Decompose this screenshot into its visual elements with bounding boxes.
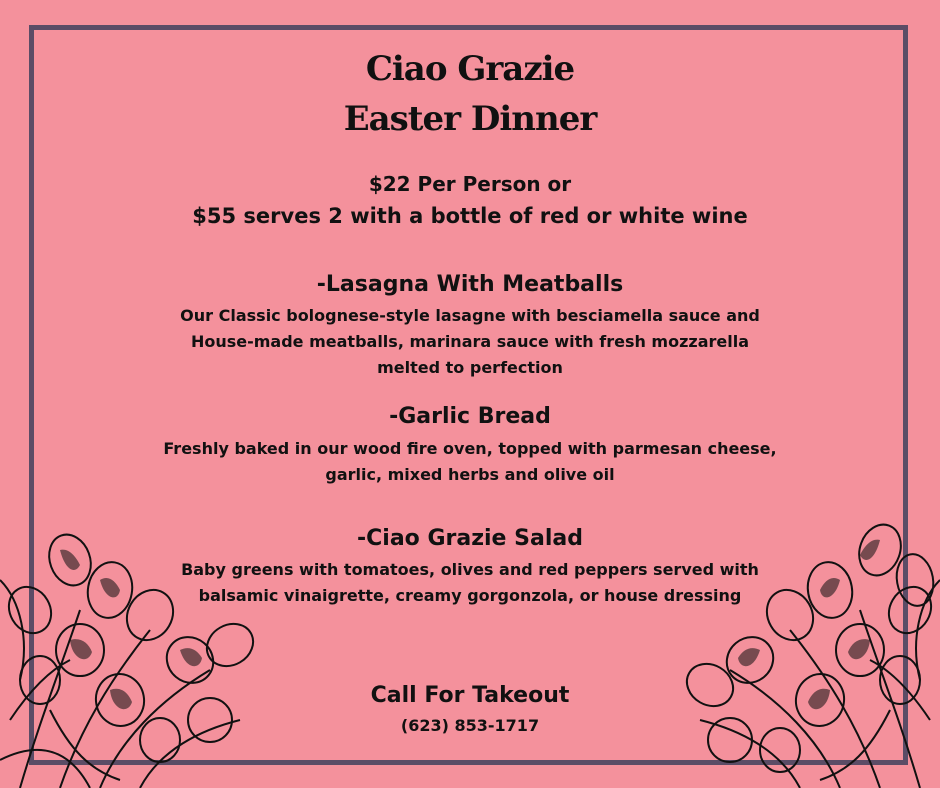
description-line: Freshly baked in our wood fire oven, topped with parmesan cheese, <box>163 439 777 458</box>
event-title: Easter Dinner <box>343 99 597 139</box>
restaurant-name: Ciao Grazie <box>365 49 575 89</box>
menu-item-lasagna: -Lasagna With Meatballs <box>316 272 624 297</box>
phone-number: (623) 853-1717 <box>400 716 540 735</box>
menu-item-salad: -Ciao Grazie Salad <box>357 526 583 551</box>
description-line: garlic, mixed herbs and olive oil <box>325 465 615 484</box>
description-line: balsamic vinaigrette, creamy gorgonzola, or house dressing <box>198 586 742 605</box>
description-line: Our Classic bolognese-style lasagne with besciamella sauce and <box>180 306 760 325</box>
description-line: Baby greens with tomatoes, olives and red peppers served with <box>181 560 759 579</box>
price-per-person: $22 Per Person or <box>368 172 572 196</box>
description-line: melted to perfection <box>377 358 563 377</box>
menu-item-lasagna-description <box>0 303 940 381</box>
description-line: House-made meatballs, marinara sauce with fresh mozzarella <box>190 332 750 351</box>
menu-item-garlic-bread-description <box>0 436 940 488</box>
price-for-two: $55 serves 2 with a bottle of red or white wine <box>192 204 748 228</box>
takeout-call-to-action: Call For Takeout <box>370 683 570 708</box>
menu-item-garlic-bread: -Garlic Bread <box>389 404 551 429</box>
menu-item-salad-description <box>0 557 940 609</box>
